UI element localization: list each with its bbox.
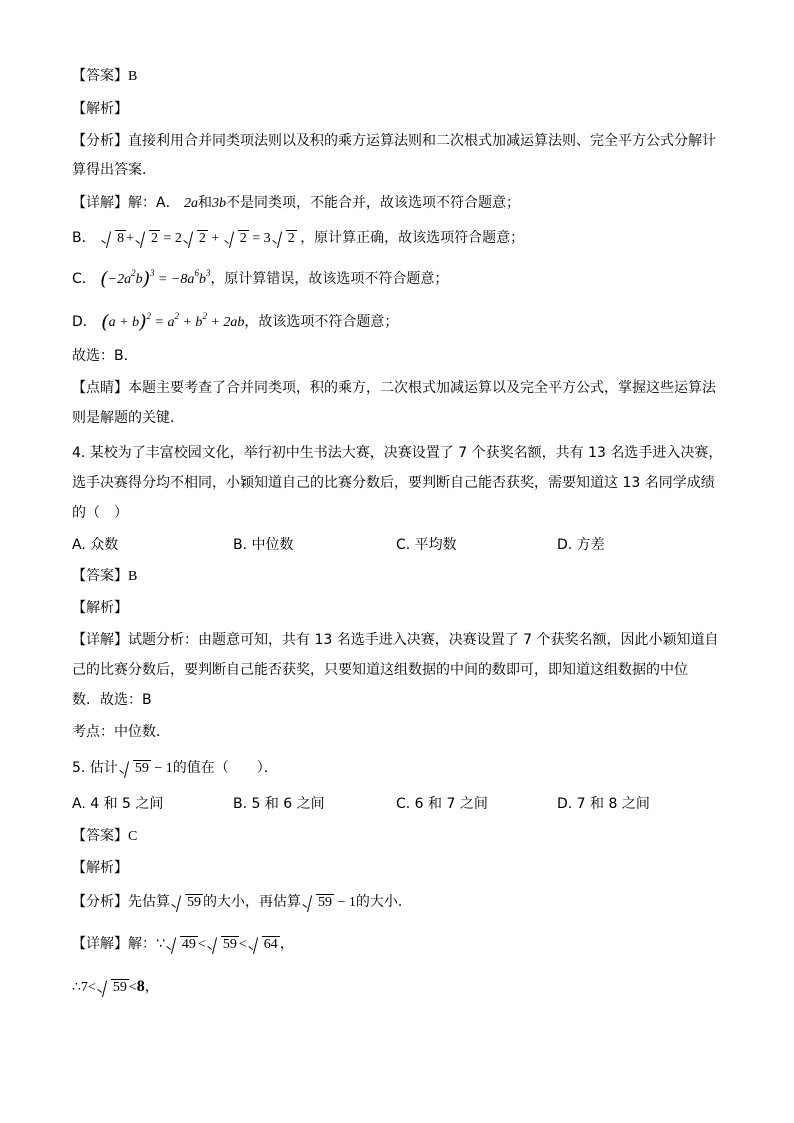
option-b-label: B．: [72, 230, 96, 246]
fenxi-line-2: 算得出答案．: [72, 162, 156, 178]
answer-line-5: [72, 826, 137, 847]
detail-post: 不是同类项，不能合并，故该选项不符合题意；: [226, 195, 521, 211]
option-b-verdict: ，原计算正确，故该选项符合题意；: [300, 230, 525, 246]
dianjing-text: 本题主要考查了合并同类项，积的乘方，二次根式加减运算以及完全平方公式，掌握这些运算法: [128, 380, 716, 396]
lt-2: <: [238, 937, 247, 952]
q5-option-b: B. 5 和 6 之间: [233, 796, 325, 812]
dianjing-line-1: [72, 378, 716, 398]
option-d-verdict: ，故该选项不符合题意；: [244, 314, 399, 330]
fenxi-text: 直接利用合并同类项法则以及积的乘方运算法则和二次根式加减运算法则、完全平方公式分解计: [128, 133, 716, 149]
detail-tag: 【详解】: [72, 632, 128, 648]
sqrt-59: 59: [303, 893, 334, 913]
q4-option-c: C. 平均数: [396, 537, 457, 553]
detail-line-a: [72, 193, 520, 214]
option-c-verdict: ，原计算错误，故该选项不符合题意；: [210, 271, 449, 287]
sqrt-59: 59: [208, 935, 239, 955]
sqrt-64: 64: [249, 935, 280, 955]
sqrt-2-c: 2: [225, 229, 249, 249]
sqrt-59: 59: [120, 759, 151, 779]
answer-tag: 【答案】: [72, 68, 128, 84]
equals-1: = 2: [159, 231, 182, 246]
detail-4-text-1: 试题分析：由题意可知，共有 13 名选手进入决赛，决赛设置了 7 个获奖名额，因此小颖知道自: [128, 632, 719, 648]
question-5: 5. 估计 59 − 1的值在（ ）．: [72, 758, 278, 779]
question-5-pre: 5. 估计: [72, 760, 118, 776]
fenxi-5-mid: 的大小，再估算: [203, 894, 301, 910]
detail-line-b: [72, 228, 524, 249]
answer-tag: 【答案】: [72, 568, 128, 584]
term-3b: 3b: [212, 196, 227, 211]
question-4-line-3: 的（ ）: [72, 505, 128, 521]
sqrt-2-d: 2: [273, 229, 297, 249]
comma: ，: [144, 979, 159, 995]
expr-d: $(a + b)^2 = a^2 + b^2 + 2ab$: [101, 311, 245, 333]
sqrt-59: 59: [172, 893, 203, 913]
value-8: 8: [136, 978, 145, 995]
term-2a: 2a: [184, 196, 199, 211]
dianjing-tag: 【点睛】: [72, 380, 128, 396]
option-d-label: D．: [72, 314, 97, 330]
lt-1: <: [197, 937, 206, 952]
expr-c: $(-2a^2b)^3 = -8a^6b^3$: [100, 268, 211, 290]
answer-tag: 【答案】: [72, 828, 128, 844]
sqrt-2-a: 2: [136, 229, 160, 249]
sqrt-59: 59: [98, 978, 129, 998]
detail-pre: 解：A．: [128, 195, 180, 211]
answer-line-4: [72, 566, 137, 587]
fenxi-5-pre: 先估算: [128, 894, 170, 910]
answer-value: B: [128, 569, 138, 584]
question-4-line-2: 选手决赛得分均不相同，小颖知道自己的比赛分数后，要判断自己能否获奖，需要知道这 13 名同学成绩: [72, 475, 715, 491]
detail-4-line-4: 考点：中位数．: [72, 724, 170, 740]
answer-line-3: [72, 66, 137, 87]
detail-5-line-2: [72, 977, 159, 998]
q4-option-a: A. 众数: [72, 537, 119, 553]
detail-5-line-1: [72, 934, 294, 955]
detail-4-line-3: 数．故选：B: [72, 692, 152, 708]
sqrt-8: 8: [102, 229, 126, 249]
detail-tag: 【详解】: [72, 195, 128, 211]
choose-line-3: 故选：B．: [72, 348, 138, 364]
lt-2: <: [128, 980, 137, 995]
lt-1: <: [87, 980, 96, 995]
equals-2: = 3: [248, 231, 271, 246]
fenxi-tag: 【分析】: [72, 894, 128, 910]
fenxi-5: 【分析】先估算 59 的大小，再估算 59 − 1的大小．: [72, 892, 412, 913]
detail-line-c: [72, 269, 448, 290]
detail-line-d: [72, 312, 398, 333]
sqrt-2-b: 2: [184, 229, 208, 249]
analysis-tag-3: 【解析】: [72, 101, 128, 117]
analysis-tag-5: 【解析】: [72, 860, 128, 876]
question-4-line-1: 4. 某校为了丰富校园文化，举行初中生书法大赛，决赛设置了 7 个获奖名额，共有 13 名选手进入决赛，: [72, 445, 723, 461]
analysis-tag-4: 【解析】: [72, 600, 128, 616]
detail-tag: 【详解】: [72, 936, 128, 952]
detail-4-line-2: 己的比赛分数后，要判断自己能否获奖，只要知道这组数据的中间的数即可，即知道这组数据的中位: [72, 662, 688, 678]
detail-4-line-1: [72, 630, 719, 650]
option-c-label: C．: [72, 271, 96, 287]
q5-option-c: C. 6 和 7 之间: [396, 796, 488, 812]
therefore-7: ∴7: [72, 980, 88, 995]
plus-1: +: [126, 231, 134, 246]
q4-option-d: D. 方差: [557, 537, 605, 553]
q5-option-a: A. 4 和 5 之间: [72, 796, 164, 812]
fenxi-line-1: [72, 131, 716, 151]
plus-2: +: [207, 231, 223, 246]
fenxi-5-post: 的大小．: [355, 894, 412, 910]
question-5-post: 的值在（ ）．: [172, 760, 278, 776]
comma: ，: [279, 936, 294, 952]
detail-5-pre: 解：∵: [128, 936, 165, 952]
q5-option-d: D. 7 和 8 之间: [557, 796, 650, 812]
q4-option-b: B. 中位数: [233, 537, 294, 553]
fenxi-tag: 【分析】: [72, 133, 128, 149]
dianjing-line-2: 则是解题的关键．: [72, 410, 184, 426]
sqrt-49: 49: [167, 935, 198, 955]
answer-value: B: [128, 69, 138, 84]
answer-value: C: [128, 829, 138, 844]
detail-mid: 和: [198, 195, 213, 211]
